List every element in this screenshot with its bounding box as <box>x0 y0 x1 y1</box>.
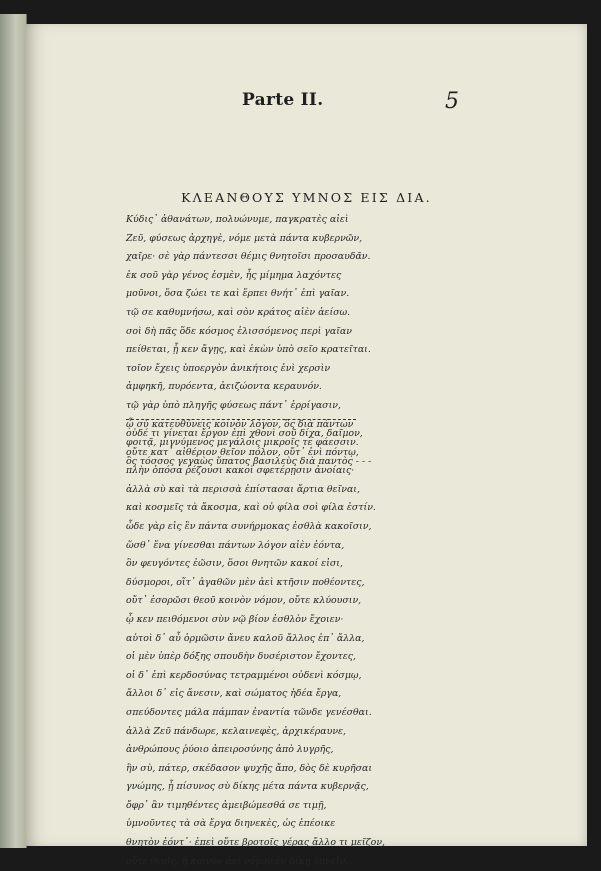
verse-line: ἀμφηκῆ, πυρόεντα, ἀειζώοντα κεραυνόν. <box>126 381 322 393</box>
verse-line: οἱ δ᾽ ἐπὶ κερδοσύνας τετραμμένοι οὐδενὶ κόσμῳ, <box>126 669 362 681</box>
verse-line: ᾧ σὺ κατευθύνεις κοινὸν λόγον, ὃς διὰ πάντων <box>126 418 354 430</box>
part-heading: Parte II. <box>242 90 324 110</box>
page-header <box>26 90 587 120</box>
verse-line: τοῖον ἔχεις ὑποεργὸν ἀνικήτοις ἐνὶ χερσὶν <box>126 362 331 374</box>
verse-line: ὄφρ᾽ ἂν τιμηθέντες ἀμειβώμεσθά σε τιμῇ, <box>126 799 327 811</box>
verse-line: τῷ σε καθυμνήσω, καὶ σὸν κράτος αἰὲν ἀείσω. <box>126 306 351 318</box>
verse-line: οὔτε θεοῖς, ἢ κοινὸν ἀεὶ νόμον ἐν δίκῃ ὑμνεῖν. <box>126 855 349 867</box>
verse-line: οὐδέ τι γίνεται ἔργον ἐπὶ χθονὶ σοῦ δίχα, δαῖμον, <box>126 428 363 439</box>
verse-line: Κύδις᾽ ἀθανάτων, πολυώνυμε, παγκρατὲς αἰεὶ <box>126 214 349 225</box>
verse-line: ἣν σὺ, πάτερ, σκέδασον ψυχῆς ἄπο, δὸς δὲ κυρῆσαι <box>126 762 373 774</box>
poem-title: ΚΛΕΑΝΘΟΥΣ ΥΜΝΟΣ ΕΙΣ ΔΙΑ. <box>181 190 432 205</box>
verse-line: καὶ κοσμεῖς τὰ ἄκοσμα, καὶ οὐ φίλα σοὶ φίλα ἐστίν. <box>126 502 376 514</box>
verse-line: οὔτ᾽ ἐσορῶσι θεοῦ κοινὸν νόμον, οὔτε κλύουσιν, <box>126 595 362 607</box>
verse-line: τῷ γὰρ ὑπὸ πληγῆς φύσεως πάντ᾽ ἐρρίγασιν, <box>126 399 341 411</box>
verse-line: ὑμνοῦντες τὰ σὰ ἔργα διηνεκὲς, ὡς ἐπέοικε <box>126 818 336 830</box>
verse-line: θνητὸν ἐόντ᾽· ἐπεὶ οὔτε βροτοῖς γέρας ἄλλο τι μεῖζον, <box>126 837 386 849</box>
facing-page-edge <box>0 14 27 848</box>
verse-line: ἀνθρώπους ῥύοιο ἀπειροσύνης ἀπὸ λυγρῆς, <box>126 744 334 756</box>
verse-line: πείθεται, ᾗ κεν ἄγῃς, καὶ ἑκὼν ὑπὸ σεῖο κρατεῖται. <box>126 344 371 356</box>
verse-line: αὐτοὶ δ᾽ αὖ ὁρμῶσιν ἄνευ καλοῦ ἄλλος ἐπ᾽ ἄλλα, <box>126 632 365 644</box>
verse-line: οἱ μὲν ὑπὲρ δόξης σπουδὴν δυσέριστον ἔχοντες, <box>126 651 357 663</box>
page-number: 5 <box>445 89 459 114</box>
verse-line: ὧδε γὰρ εἰς ἓν πάντα συνήρμοκας ἐσθλὰ κακοῖσιν, <box>126 520 372 532</box>
verse-line: πλὴν ὁπόσα ῥέζουσι κακοὶ σφετέρῃσιν ἀνοίαις· <box>126 465 355 477</box>
verse-line: ἀλλὰ Ζεῦ πάνδωρε, κελαινεφὲς, ἀρχικέραυνε, <box>126 725 347 737</box>
verse-line: ἄλλοι δ᾽ εἰς ἄνεσιν, καὶ σώματος ἡδέα ἔργα, <box>126 688 342 700</box>
verse-line: ἀλλὰ σὺ καὶ τὰ περισσὰ ἐπίστασαι ἄρτια θεῖναι, <box>126 483 360 495</box>
verse-line: γνώμης, ᾗ πίσυνος σὺ δίκης μέτα πάντα κυβερνᾷς, <box>126 781 369 793</box>
verse-line: ὃς τόσσος γεγαὼς ὕπατος βασιλεὺς διὰ παντὸς - - - <box>126 455 372 467</box>
verse-line: Ζεῦ, φύσεως ἀρχηγὲ, νόμε μετὰ πάντα κυβερνῶν, <box>126 232 363 244</box>
verse-line: φοιτᾷ, μιγνύμενος μεγάλοις μικροῖς τε φάεσσιν. <box>126 437 359 449</box>
verse-line: ὥσθ᾽ ἕνα γίνεσθαι πάντων λόγον αἰὲν ἐόντα, <box>126 539 345 551</box>
verse-line: μοῦνοι, ὅσα ζώει τε καὶ ἕρπει θνήτ᾽ ἐπὶ γαῖαν. <box>126 288 350 300</box>
verse-line: σπεύδοντες μάλα πάμπαν ἐναντία τῶνδε γενέσθαι. <box>126 706 372 718</box>
verse-line: σοὶ δὴ πᾶς ὅδε κόσμος ἑλισσόμενος περὶ γαῖαν <box>126 325 352 337</box>
verse-line: δύσμοροι, οἵτ᾽ ἀγαθῶν μὲν ἀεὶ κτῆσιν ποθέοντες, <box>126 576 365 588</box>
verse-line: χαῖρε· σὲ γὰρ πάντεσσι θέμις θνητοῖσι προσαυδᾶν. <box>126 251 371 263</box>
verse-line: ὃν φευγόντες ἐῶσιν, ὅσοι θνητῶν κακοί εἰσι, <box>126 558 343 570</box>
book-page <box>26 24 587 867</box>
verse-block-2 <box>126 425 426 871</box>
ornamental-dashed-rule <box>126 419 356 420</box>
verse-line: ᾧ κεν πειθόμενοι σὺν νῷ βίον ἐσθλὸν ἔχοιεν· <box>126 613 344 625</box>
verse-line: οὔτε κατ᾽ αἰθέριον θεῖον πόλον, οὔτ᾽ ἐνὶ πόντῳ, <box>126 446 359 458</box>
verse-line: ἐκ σοῦ γὰρ γένος ἐσμὲν, ἦς μίμημα λαχόντες <box>126 269 342 281</box>
